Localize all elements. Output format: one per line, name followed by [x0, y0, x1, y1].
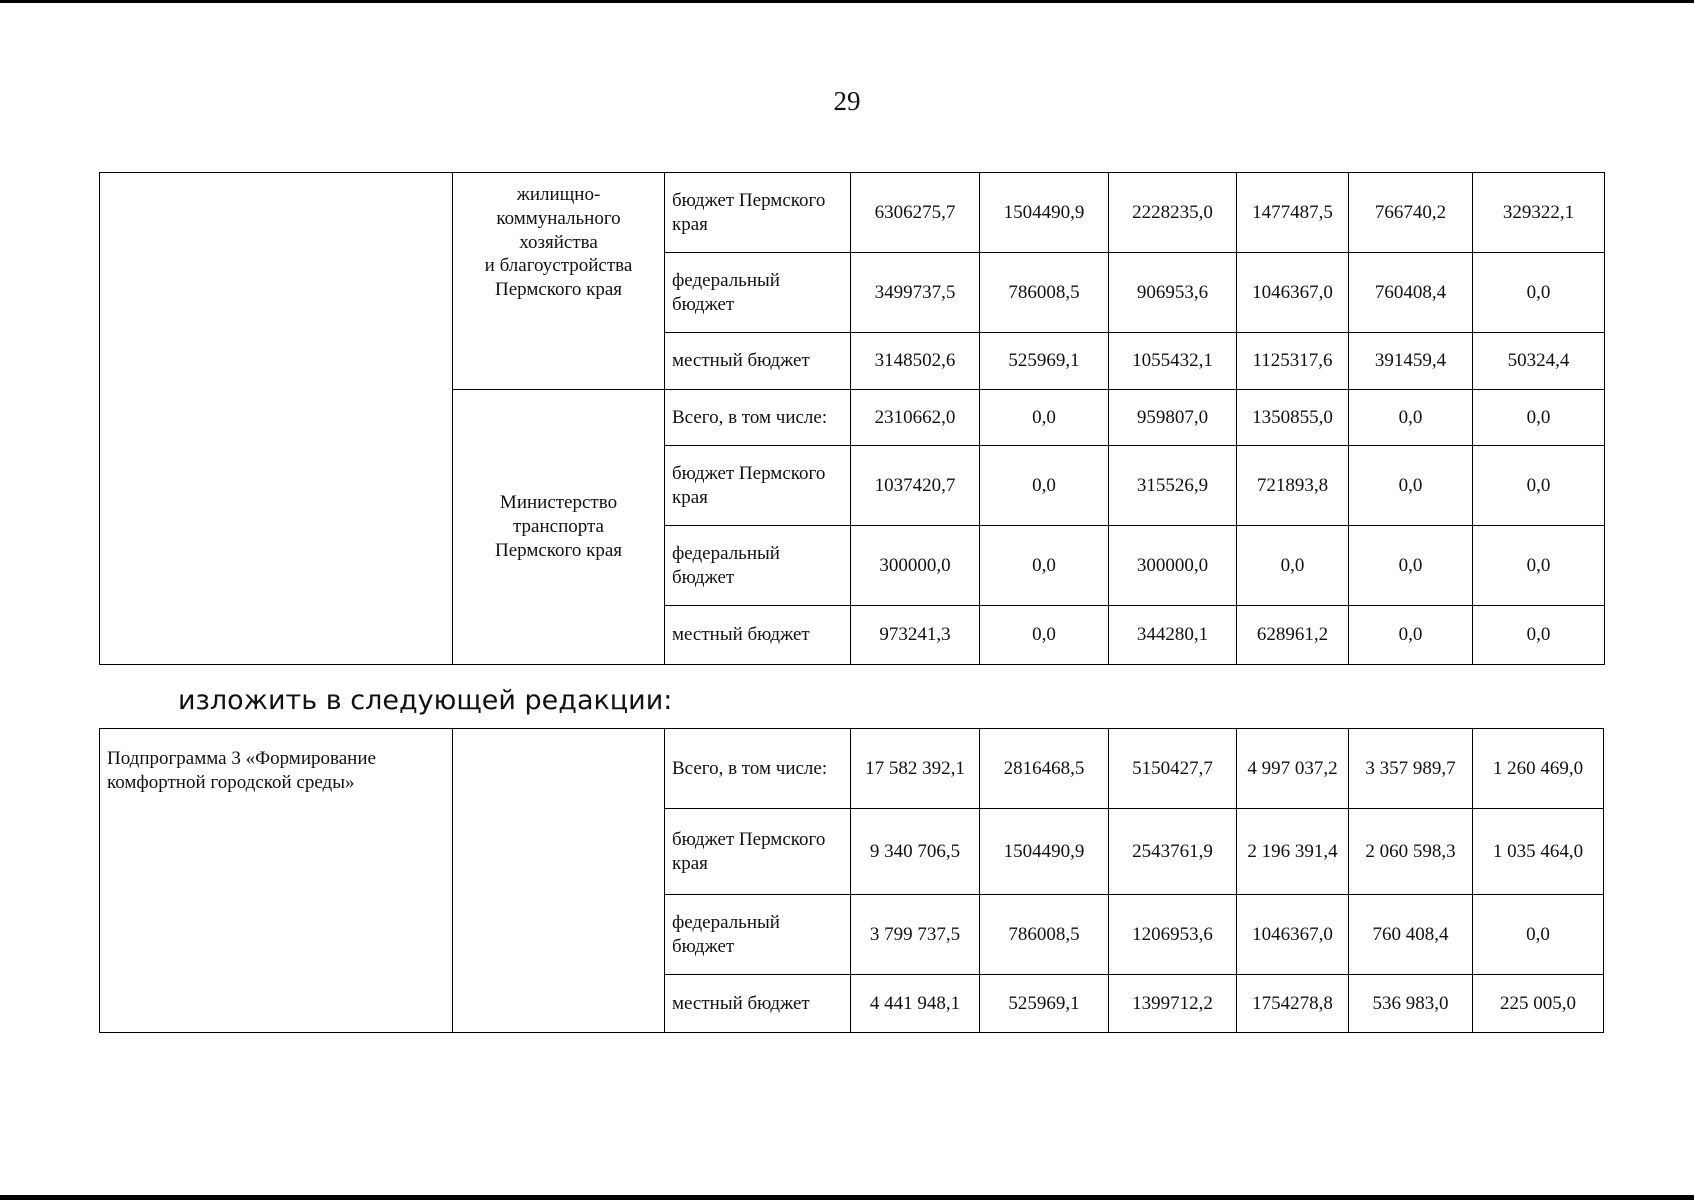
page-number: 29 — [833, 86, 861, 116]
amount-cell: 315526,9 — [1109, 446, 1237, 526]
funding-source-cell: местный бюджет — [665, 975, 851, 1033]
table-row — [100, 729, 1604, 809]
amount-cell: 0,0 — [1349, 390, 1473, 446]
table-row — [100, 173, 1605, 253]
funding-source-cell: бюджет Пермского края — [665, 446, 851, 526]
amount-cell: 1754278,8 — [1237, 975, 1349, 1033]
amount-cell: 1046367,0 — [1237, 253, 1349, 333]
amount-cell: 0,0 — [1237, 526, 1349, 606]
amount-cell: 786008,5 — [980, 253, 1109, 333]
amount-cell: 2 060 598,3 — [1349, 809, 1473, 895]
page-top-edge — [0, 0, 1694, 3]
amount-cell: 0,0 — [1473, 253, 1605, 333]
amount-cell: 525969,1 — [980, 975, 1109, 1033]
amount-cell: 628961,2 — [1237, 606, 1349, 665]
edit-instruction: изложить в следующей редакции: — [178, 685, 673, 716]
organization-cell: Министерство транспорта Пермского края — [453, 390, 665, 665]
amount-cell: 1125317,6 — [1237, 333, 1349, 390]
amount-cell: 0,0 — [1473, 390, 1605, 446]
funding-source-cell: местный бюджет — [665, 606, 851, 665]
budget-table-old — [99, 172, 1605, 665]
page-bottom-edge — [0, 1195, 1694, 1200]
amount-cell: 391459,4 — [1349, 333, 1473, 390]
amount-cell: 2543761,9 — [1109, 809, 1237, 895]
amount-cell: 6306275,7 — [851, 173, 980, 253]
funding-source-cell: федеральный бюджет — [665, 895, 851, 975]
amount-cell: 1399712,2 — [1109, 975, 1237, 1033]
amount-cell: 344280,1 — [1109, 606, 1237, 665]
amount-cell: 1504490,9 — [980, 173, 1109, 253]
funding-source-cell: Всего, в том числе: — [665, 729, 851, 809]
amount-cell: 0,0 — [980, 446, 1109, 526]
amount-cell: 1055432,1 — [1109, 333, 1237, 390]
amount-cell: 0,0 — [1349, 446, 1473, 526]
amount-cell: 786008,5 — [980, 895, 1109, 975]
organization-cell — [453, 729, 665, 1033]
amount-cell: 3 799 737,5 — [851, 895, 980, 975]
funding-source-cell: Всего, в том числе: — [665, 390, 851, 446]
program-cell — [100, 173, 453, 665]
funding-source-cell: бюджет Пермского края — [665, 173, 851, 253]
amount-cell: 0,0 — [1473, 526, 1605, 606]
funding-source-cell: федеральный бюджет — [665, 526, 851, 606]
amount-cell: 0,0 — [1473, 606, 1605, 665]
amount-cell: 973241,3 — [851, 606, 980, 665]
organization-cell: жилищно- коммунального хозяйства и благоустройства Пермского края — [453, 173, 665, 390]
amount-cell: 1350855,0 — [1237, 390, 1349, 446]
amount-cell: 0,0 — [1473, 446, 1605, 526]
amount-cell: 9 340 706,5 — [851, 809, 980, 895]
amount-cell: 4 441 948,1 — [851, 975, 980, 1033]
amount-cell: 1037420,7 — [851, 446, 980, 526]
amount-cell: 17 582 392,1 — [851, 729, 980, 809]
amount-cell: 525969,1 — [980, 333, 1109, 390]
amount-cell: 225 005,0 — [1473, 975, 1604, 1033]
program-cell: Подпрограмма 3 «Формирование комфортной городской среды» — [100, 729, 453, 1033]
amount-cell: 1 035 464,0 — [1473, 809, 1604, 895]
amount-cell: 1477487,5 — [1237, 173, 1349, 253]
amount-cell: 300000,0 — [1109, 526, 1237, 606]
amount-cell: 906953,6 — [1109, 253, 1237, 333]
amount-cell: 760 408,4 — [1349, 895, 1473, 975]
amount-cell: 3 357 989,7 — [1349, 729, 1473, 809]
amount-cell: 760408,4 — [1349, 253, 1473, 333]
amount-cell: 1504490,9 — [980, 809, 1109, 895]
amount-cell: 329322,1 — [1473, 173, 1605, 253]
amount-cell: 0,0 — [1349, 526, 1473, 606]
amount-cell: 3499737,5 — [851, 253, 980, 333]
amount-cell: 2 196 391,4 — [1237, 809, 1349, 895]
amount-cell: 536 983,0 — [1349, 975, 1473, 1033]
amount-cell: 5150427,7 — [1109, 729, 1237, 809]
budget-table-new — [99, 728, 1604, 1033]
amount-cell: 721893,8 — [1237, 446, 1349, 526]
amount-cell: 4 997 037,2 — [1237, 729, 1349, 809]
funding-source-cell: бюджет Пермского края — [665, 809, 851, 895]
amount-cell: 766740,2 — [1349, 173, 1473, 253]
amount-cell: 1 260 469,0 — [1473, 729, 1604, 809]
amount-cell: 0,0 — [980, 606, 1109, 665]
amount-cell: 300000,0 — [851, 526, 980, 606]
amount-cell: 0,0 — [980, 390, 1109, 446]
amount-cell: 3148502,6 — [851, 333, 980, 390]
funding-source-cell: федеральный бюджет — [665, 253, 851, 333]
amount-cell: 0,0 — [980, 526, 1109, 606]
funding-source-cell: местный бюджет — [665, 333, 851, 390]
amount-cell: 2816468,5 — [980, 729, 1109, 809]
amount-cell: 0,0 — [1473, 895, 1604, 975]
amount-cell: 0,0 — [1349, 606, 1473, 665]
amount-cell: 50324,4 — [1473, 333, 1605, 390]
amount-cell: 1046367,0 — [1237, 895, 1349, 975]
amount-cell: 2310662,0 — [851, 390, 980, 446]
amount-cell: 1206953,6 — [1109, 895, 1237, 975]
amount-cell: 2228235,0 — [1109, 173, 1237, 253]
amount-cell: 959807,0 — [1109, 390, 1237, 446]
